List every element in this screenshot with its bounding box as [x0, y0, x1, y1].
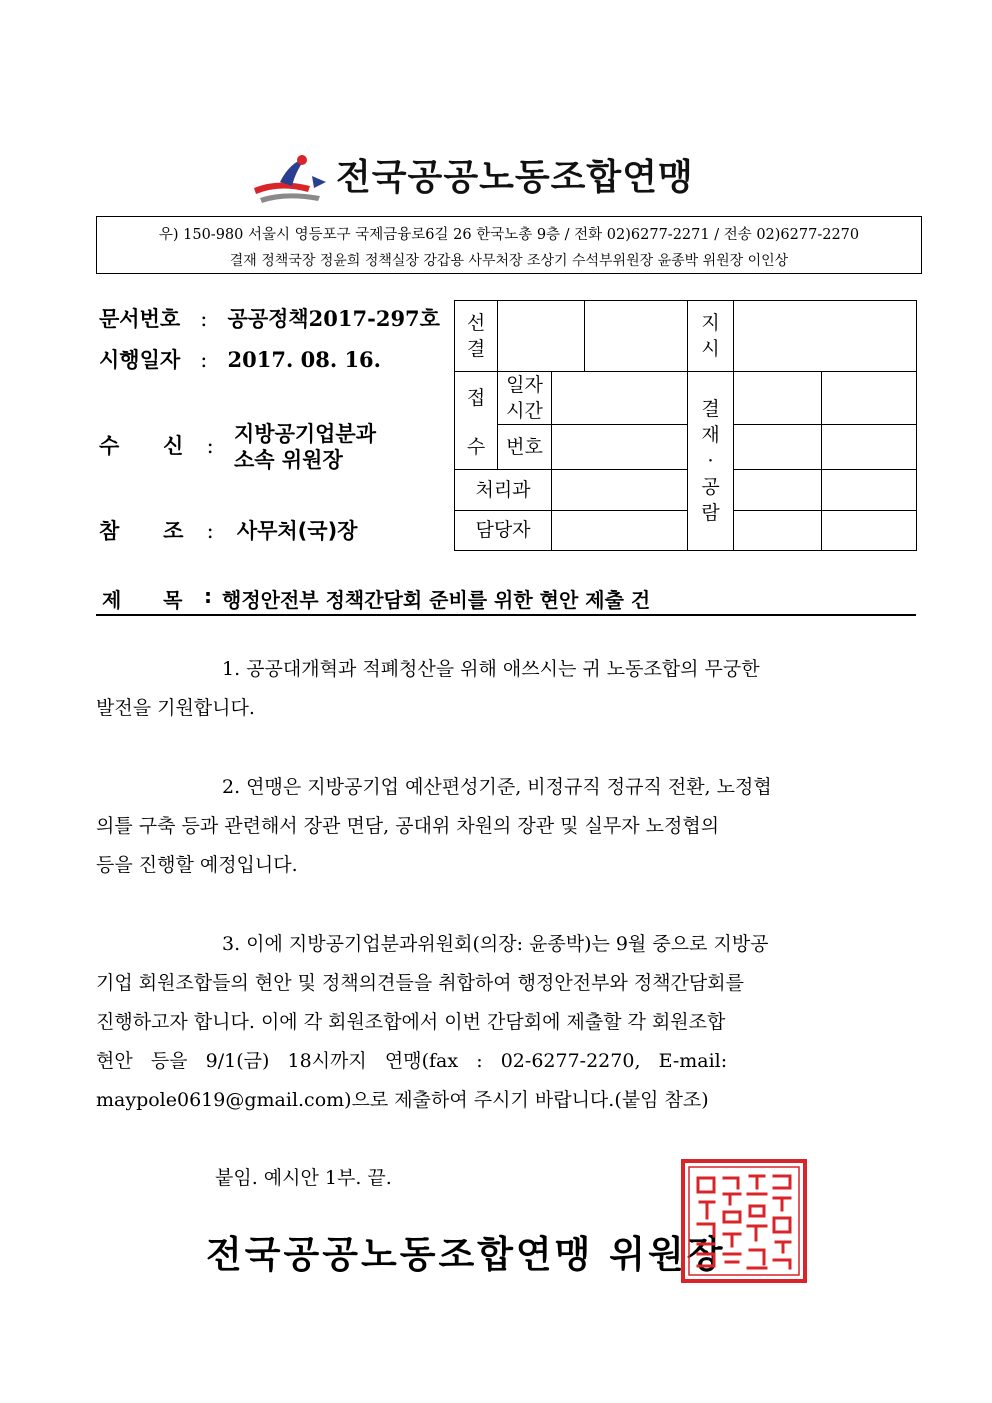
paragraph-line: 의틀 구축 등과 관련해서 장관 면담, 공대위 차원의 장관 및 실무자 노정협의 [96, 815, 720, 837]
blank-cell [552, 510, 688, 551]
recipient-label: 수 신 [99, 434, 184, 458]
paragraph-line: 진행하고자 합니다. 이에 각 회원조합에서 이번 간담회에 제출할 각 회원조합 [96, 1011, 726, 1033]
paragraph-1 [96, 650, 896, 728]
processing-dept-cell: 처리과 [455, 470, 552, 510]
blank-cell [734, 371, 822, 425]
blank-cell [585, 301, 688, 372]
recipient-line: 지방공기업분과 [234, 422, 377, 446]
colon: : [200, 307, 208, 331]
colon: : [200, 348, 208, 372]
receipt-cell-2: 수 [455, 425, 498, 470]
subject-label: 제 목 [102, 588, 183, 612]
paragraph-line: 기업 회원조합들의 현안 및 정책의견들을 취합하여 행정안전부와 정책간담회를 [96, 972, 744, 994]
org-logo [250, 150, 750, 210]
approval-line: 결재 정책국장 정윤희 정책실장 강갑용 사무처장 조상기 수석부위원장 윤종박 위원장 이인상 [229, 253, 789, 269]
pre-approval-cell: 선 결 [455, 301, 498, 372]
blank-cell [822, 425, 917, 470]
colon: : [206, 434, 214, 458]
blank-cell [822, 510, 917, 551]
blank-cell [734, 470, 822, 510]
paragraph-line: 2. 연맹은 지방공기업 예산편성기준, 비정규직 정규직 전환, 노정협 [222, 776, 772, 798]
org-title: 전국공공노동조합연맹 [336, 157, 694, 198]
paragraph-line: 현안 등을 9/1(금) 18시까지 연맹(fax : 02-6277-2270, E-mail: [96, 1050, 728, 1072]
paragraph-line: maypole0619@gmail.com)으로 제출하여 주시기 바랍니다.(붙임 참조) [96, 1089, 709, 1111]
subject-row [96, 582, 916, 616]
doc-number-label: 문서번호 [99, 307, 181, 331]
signature: 전국공공노동조합연맹 위원장 [206, 1233, 726, 1276]
date-row [99, 347, 381, 373]
union-logo-icon [250, 152, 330, 204]
cc-value: 사무처(국)장 [236, 519, 358, 543]
blank-cell [552, 371, 688, 425]
approval-review-cell: 결 재 · 공 람 [688, 371, 734, 550]
blank-cell [822, 371, 917, 425]
colon: : [206, 519, 214, 543]
blank-cell [822, 470, 917, 510]
colon: : [204, 584, 212, 608]
person-in-charge-cell: 담당자 [455, 510, 552, 551]
paragraph-3 [96, 925, 896, 1120]
receipt-cell: 접 [455, 371, 498, 425]
recipient-value [234, 421, 376, 473]
official-seal-icon [680, 1158, 808, 1284]
subject-text: 행정안전부 정책간담회 준비를 위한 현안 제출 건 [222, 588, 651, 612]
blank-cell [734, 510, 822, 551]
date-time-cell: 일자 시간 [498, 371, 552, 425]
attachment-note: 붙임. 예시안 1부. 끝. [215, 1167, 392, 1189]
address-line: 우) 150-980 서울시 영등포구 국제금융로6길 26 한국노총 9층 / 전화 02)6277-2271 / 전송 02)6277-2270 [158, 227, 860, 243]
blank-cell [498, 301, 585, 372]
date-label: 시행일자 [99, 348, 181, 372]
date-value: 2017. 08. 16. [227, 347, 381, 372]
number-cell: 번호 [498, 425, 552, 470]
doc-number-row [99, 306, 440, 332]
blank-cell [734, 425, 822, 470]
approval-table [454, 300, 916, 551]
instruction-cell: 지 시 [688, 301, 734, 372]
cc-row [99, 518, 357, 544]
doc-number: 공공정책2017-297호 [227, 306, 440, 331]
paragraph-line: 1. 공공대개혁과 적폐청산을 위해 애쓰시는 귀 노동조합의 무궁한 [222, 658, 760, 680]
blank-cell [552, 425, 688, 470]
recipient-line: 소속 위원장 [234, 448, 343, 472]
address-box [96, 216, 922, 274]
blank-cell [552, 470, 688, 510]
blank-cell [734, 301, 917, 372]
cc-label: 참 조 [99, 519, 184, 543]
paragraph-line: 3. 이에 지방공기업분과위원회(의장: 윤종박)는 9월 중으로 지방공 [222, 933, 769, 955]
paragraph-line: 등을 진행할 예정입니다. [96, 854, 298, 876]
paragraph-line: 발전을 기원합니다. [96, 697, 255, 719]
recipient-row [99, 433, 230, 459]
paragraph-2 [96, 768, 896, 885]
